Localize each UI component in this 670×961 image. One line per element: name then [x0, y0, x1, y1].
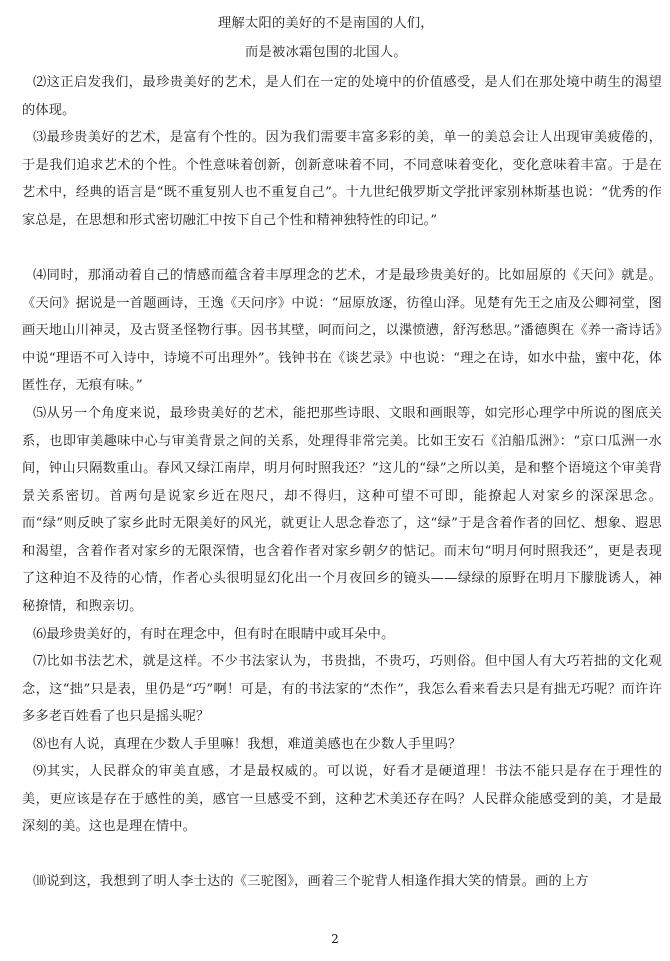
paragraph-9: ⑼其实，人民群众的审美直感，才是最权威的。可以说，好看才是硬道理！书法不能只是存在于理性的美，更应该是存在于感性的美，感官一旦感受不到，这种艺术美还存在吗？人民群众能感受到的美，才是最深刻的美。这也是理在情中。	[22, 764, 662, 834]
paragraph-3: ⑶最珍贵美好的艺术，是富有个性的。因为我们需要丰富多彩的美，单一的美总会让人出现审美疲倦的，于是我们追求艺术的个性。个性意味着创新，创新意味着不同，不同意味着变化，变化意味着丰富。于是在艺术中，经典的语言是“既不重复别人也不重复自己”。十九世纪俄罗斯文学批评家别林斯基也说：“优秀的作家总是，在思想和形式密切融汇中按下自己个性和精神独特性的印记。”	[22, 130, 662, 228]
paragraph-8: ⑻也有人说，真理在少数人手里嘛！我想，难道美感也在少数人手里吗？	[33, 737, 462, 752]
page-number: 2	[331, 932, 339, 946]
poem-line-2: 而是被冰霜包围的北国人。	[245, 45, 407, 60]
paragraph-2: ⑵这正启发我们，最珍贵美好的艺术，是人们在一定的处境中的价值感受，是人们在那处境中萌生的渴望的体现。	[22, 75, 662, 118]
paragraph-5: ⑸从另一个角度来说，最珍贵美好的艺术，能把那些诗眼、文眼和画眼等，如完形心理学中所说的图底关系，也即审美趣味中心与审美背景之间的关系，处理得非常完美。比如王安石《泊船瓜洲》：“京口瓜洲一水间，钟山只隔数重山。春风又绿江南岸，明月何时照我还？”这儿的“绿”之所以美，是和整个语境这个审美背景关系密切。首两句是说家乡近在咫尺，却不得归，这种可望不可即，能撩起人对家乡的深深思念。而“绿”则反映了家乡此时无限美好的风光，就更让人思念眷恋了，这“绿”于是含着作者的回忆、想象、遐思和渴望，含着作者对家乡的无限深情，也含着作者对家乡朝夕的惦记。而末句“明月何时照我还”，更是表现了这种迫不及待的心情，作者心头很明显幻化出一个月夜回乡的镜头——绿绿的原野在明月下朦胧诱人，神秘撩情，和煦亲切。	[22, 406, 662, 614]
paragraph-10: ⑽说到这，我想到了明人李士达的《三驼图》，画着三个驼背人相逢作揖大笑的情景。画的上方	[33, 874, 589, 889]
paragraph-7: ⑺比如书法艺术，就是这样。不少书法家认为，书贵拙，不贵巧，巧则俗。但中国人有大巧若拙的文化观念，这“拙”只是表，里仍是“巧”啊！可是，有的书法家的“杰作”，我怎么看来看去只是有拙无巧呢？而许许多多老百姓看了也只是摇头呢？	[22, 654, 662, 724]
poem-line-1: 理解太阳的美好的不是南国的人们，	[218, 16, 434, 31]
paragraph-6: ⑹最珍贵美好的，有时在理念中，但有时在眼睛中或耳朵中。	[33, 627, 395, 642]
paragraph-4: ⑷同时，那涌动着自己的情感而蕴含着丰厚理念的艺术，才是最珍贵美好的。比如屈原的《天问》就是。《天问》据说是一首题画诗，王逸《天问序》中说：“屈原放逐，彷徨山泽。见楚有先王之庙及公卿祠堂，图画天地山川神灵，及古贤圣怪物行事。因书其壁，呵而问之，以渫愤懑，舒泻愁思。”潘德舆在《养一斋诗话》中说“理语不可入诗中，诗境不可出理外”。钱钟书在《谈艺录》中也说：“理之在诗，如水中盐，蜜中花，体匿性存，无痕有味。”	[22, 268, 662, 393]
